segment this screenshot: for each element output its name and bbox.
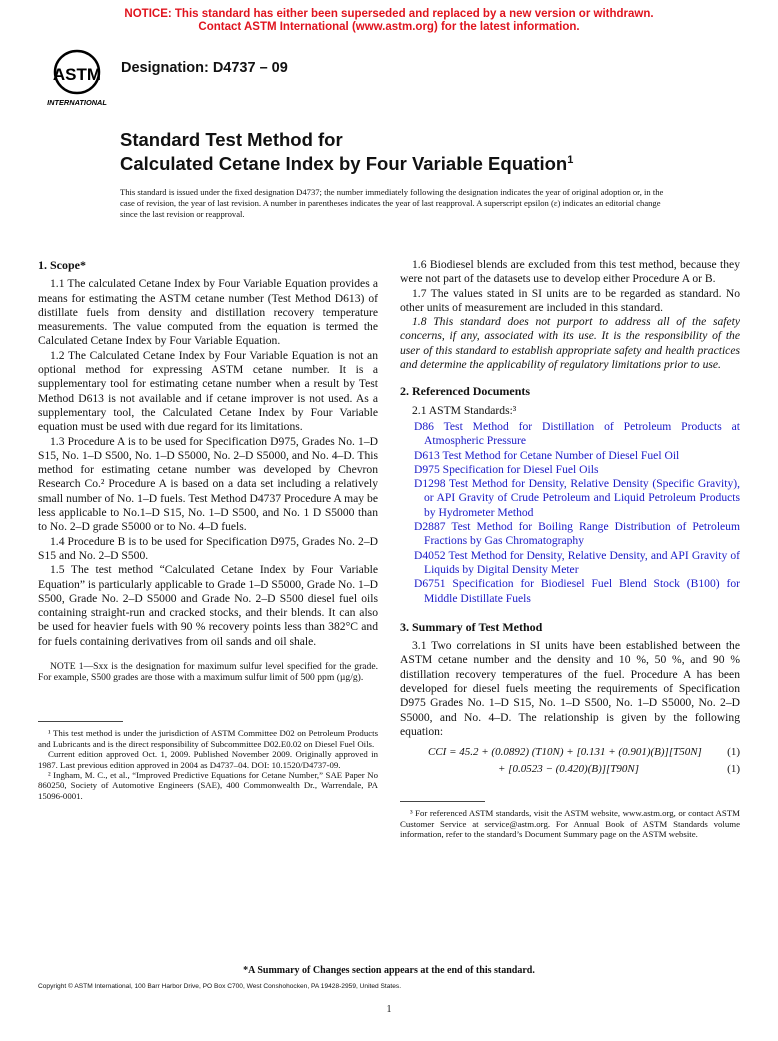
astm-standards-intro: 2.1 ASTM Standards:³	[412, 403, 517, 417]
footnote-divider	[38, 721, 123, 722]
scope-1-4: 1.4 Procedure B is to be used for Specification D975, Grades No. 2–D S15 and No. 2–D S500.	[38, 534, 378, 562]
notice-line-2: Contact ASTM International (www.astm.org) for the latest information.	[198, 21, 580, 33]
right-column	[400, 258, 740, 839]
reference-list	[414, 420, 740, 606]
footnote-divider	[400, 801, 485, 802]
logo-text: ASTM	[52, 65, 102, 84]
equation-1	[400, 745, 740, 779]
summary-heading: 3. Summary of Test Method	[400, 619, 543, 634]
reference-item[interactable]: D86 Test Method for Distillation of Petroleum Products at Atmospheric Pressure	[414, 419, 740, 448]
copyright: Copyright © ASTM International, 100 Barr Harbor Drive, PO Box C700, West Conshohocken, PA 19428-2959, United States.	[38, 983, 402, 990]
scope-1-1: 1.1 The calculated Cetane Index by Four Variable Equation provides a means for estimating the ASTM cetane number (Test Method D613) of distillate fuels from density and distillation recovery temperature measurements. The value computed from the equation is termed the Calculated Cetane Index by Four Variable Equation.	[38, 277, 378, 348]
referenced-docs-heading: 2. Referenced Documents	[400, 384, 531, 399]
document-title	[120, 130, 573, 174]
withdrawal-notice	[0, 8, 778, 34]
reference-item[interactable]: D975 Specification for Diesel Fuel Oils	[414, 462, 599, 476]
reference-item[interactable]: D6751 Specification for Biodiesel Fuel Blend Stock (B100) for Middle Distillate Fuels	[414, 577, 740, 605]
scope-1-6: 1.6 Biodiesel blends are excluded from this test method, because they were not part of the datasets use to develop either Procedure A or B.	[400, 258, 740, 286]
footnote-1: ¹ This test method is under the jurisdiction of ASTM Committee D02 on Petroleum Products and Lubricants and is the direct responsibility of Subcommittee D02.E0.02 on Diesel Fuel Oils.	[38, 728, 378, 749]
equation-number: (1)	[727, 763, 740, 776]
scope-1-3: 1.3 Procedure A is to be used for Specification D975, Grades No. 1–D S15, No. 1–D S500, No. 1–D S5000, No. 2–D S5000, and No. 4–D. This method for estimating cetane number was developed by Chevron Research Co.² Procedure A is based on a data set including a relatively small number of No. 1–D fuels. Test Method D4737 Procedure A may be less applicable to No.1–D S15, No. 1–D S500, and No. 1 D S5000 than to No. 2–D grade S5000 or to No. 4–D fuels.	[38, 434, 378, 534]
notice-line-1: NOTICE: This standard has either been superseded and replaced by a new version or withdrawn.	[124, 8, 654, 20]
footnote-2: ² Ingham, M. C., et al., “Improved Predictive Equations for Cetane Number,” SAE Paper No 860250, Society of Automotive Engineers (SAE), 400 Commonwealth Dr., Warrendale, PA 15096-0001.	[38, 770, 378, 801]
summary-of-changes-note: *A Summary of Changes section appears at the end of this standard.	[243, 965, 535, 976]
reference-item[interactable]: D2887 Test Method for Boiling Range Distribution of Petroleum Fractions by Gas Chromatography	[414, 520, 740, 548]
designation: Designation: D4737 – 09	[121, 60, 288, 76]
equation-line-1: CCI = 45.2 + (0.0892) (T10N) + [0.131 + (0.901)(B)][T50N]	[428, 746, 702, 759]
title-line-1: Standard Test Method for	[120, 129, 343, 150]
footnote-1-edition: Current edition approved Oct. 1, 2009. Published November 2009. Originally approved in 1987. Last previous edition approved in 2004 as D4737–04. DOI: 10.1520/D4737-09.	[38, 749, 378, 770]
left-column	[38, 258, 378, 801]
scope-1-7: 1.7 The values stated in SI units are to be regarded as standard. No other units of measurement are included in this standard.	[400, 286, 740, 314]
summary-3-1: 3.1 Two correlations in SI units have been established between the ASTM cetane number and the density and 10 %, 50 %, and 90 % distillation recovery temperatures of the fuel. Procedure A has been developed for diesel fuels meeting the requirements of Specification D975 Grades No. 1–D S15, No. 1–D S500, No. 1–D S5000, No. 2–D S5000, and No. 4–D. The relationship is given by the following equation:	[400, 639, 740, 738]
reference-item[interactable]: D613 Test Method for Cetane Number of Diesel Fuel Oil	[414, 448, 680, 462]
equation-number: (1)	[727, 746, 740, 759]
equation-line-2: + [0.0523 − (0.420)(B)][T90N]	[498, 763, 640, 776]
logo-subtext: INTERNATIONAL	[47, 98, 107, 107]
reference-item[interactable]: D1298 Test Method for Density, Relative Density (Specific Gravity), or API Gravity of Crude Petroleum and Liquid Petroleum Products by Hydrometer Method	[414, 477, 740, 519]
title-line-2: Calculated Cetane Index by Four Variable Equation	[120, 153, 568, 175]
scope-heading: 1. Scope*	[38, 258, 86, 272]
scope-1-8: 1.8 This standard does not purport to address all of the safety concerns, if any, associated with its use. It is the responsibility of the user of this standard to establish appropriate safety and health practices and determine the applicability of regulatory limitations prior to use.	[400, 315, 740, 372]
page-number: 1	[386, 1004, 392, 1015]
scope-1-2: 1.2 The Calculated Cetane Index by Four Variable Equation is not an optional method for expressing ASTM cetane number. It is a supplementary tool for estimating cetane number when a result by Test Method D613 is not available and if cetane improver is not used. As a supplementary tool, the Calculated Cetane Index by Four Variable equation must be used with due regard for its limitations.	[38, 348, 378, 434]
astm-logo	[42, 48, 112, 108]
note-1: NOTE 1—Sxx is the designation for maximum sulfur level specified for the grade. For example, S500 grades are those with a maximum sulfur limit of 500 ppm (µg/g).	[38, 661, 378, 684]
scope-1-5: 1.5 The test method “Calculated Cetane Index by Four Variable Equation” is particularly applicable to Grade 1–D S5000, Grade No. 1–D S500, Grade No. 2–D S5000 and Grade No. 2–D S500 diesel fuel oils containing straight-run and cracked stocks, and their blends. It can also be used for heavier fuels with 90 % recovery points less than 382°C and for fuels containing derivatives from oil sands and oil shale.	[38, 563, 378, 648]
issue-statement: This standard is issued under the fixed designation D4737; the number immediately following the designation indicates the year of original adoption or, in the case of revision, the year of last revision. A number in parentheses indicates the year of last reapproval. A superscript epsilon (ε) indicates an editorial change since the last revision or reapproval.	[120, 187, 664, 219]
title-footnote-mark: 1	[567, 154, 574, 166]
footnote-3: ³ For referenced ASTM standards, visit the ASTM website, www.astm.org, or contact ASTM Customer Service at service@astm.org. For Annual Book of ASTM Standards volume information, refer to the standard’s Document Summary page on the ASTM website.	[400, 808, 740, 840]
reference-item[interactable]: D4052 Test Method for Density, Relative Density, and API Gravity of Liquids by Digital Density Meter	[414, 548, 740, 576]
